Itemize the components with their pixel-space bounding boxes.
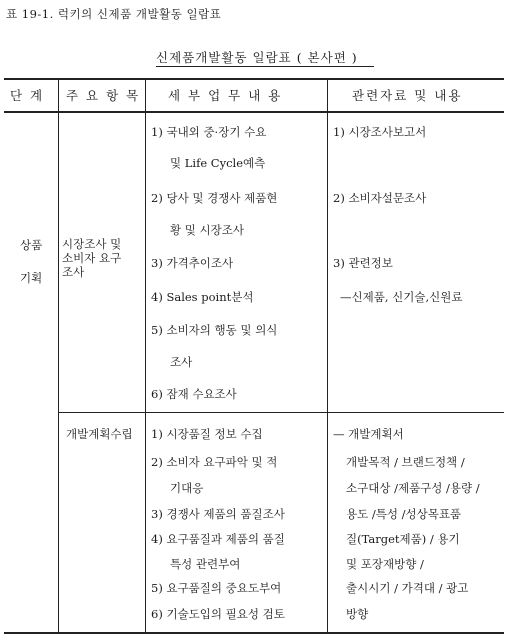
detail-line: 4) 요구품질과 제품의 품질 <box>151 532 285 546</box>
detail-line: 3) 가격추이조사 <box>151 256 234 270</box>
column-divider-2 <box>145 78 146 633</box>
related-line: 질(Target제품) / 용기 <box>346 532 460 546</box>
related-line: 출시시기 / 가격대 / 광고 <box>346 581 469 595</box>
detail-line: 4) Sales point분석 <box>151 290 254 304</box>
table-bottom-border <box>4 632 504 634</box>
detail-line: 6) 기술도입의 필요성 검토 <box>151 607 285 621</box>
detail-line: 5) 요구품질의 중요도부여 <box>151 581 282 595</box>
table-title: 신제품개발활동 일람표 ( 본사편 ) <box>156 50 358 65</box>
stage-label-line: 상품 <box>20 238 43 252</box>
header-main-item: 주 요 항 목 <box>66 88 141 103</box>
header-details: 세 부 업 무 내 용 <box>168 88 283 103</box>
detail-line: 1) 국내외 중·장기 수요 <box>151 125 267 139</box>
detail-line: 2) 당사 및 경쟁사 제품현 <box>151 191 278 205</box>
detail-line: 3) 경쟁사 제품의 품질조사 <box>151 507 285 521</box>
table-title-underline <box>156 66 374 67</box>
section-divider <box>58 412 504 413</box>
related-line: 및 포장재방향 / <box>346 557 424 571</box>
main-item-line: 조사 <box>62 265 85 279</box>
detail-line: 조사 <box>170 355 193 369</box>
table-caption: 표 19-1. 럭키의 신제품 개발활동 일람표 <box>6 7 222 21</box>
detail-line: 기대응 <box>170 481 204 495</box>
column-divider-3 <box>327 78 328 633</box>
detail-line: 황 및 시장조사 <box>170 223 244 237</box>
related-line: 1) 시장조사보고서 <box>333 125 427 139</box>
related-line: —신제품, 신기술,신원료 <box>340 290 463 304</box>
related-line: 방향 <box>346 607 369 621</box>
related-line: 3) 관련정보 <box>333 256 393 270</box>
detail-line: 2) 소비자 요구파악 및 적 <box>151 455 278 469</box>
main-item-line: 시장조사 및 <box>62 237 122 251</box>
related-line: 2) 소비자설문조사 <box>333 191 427 205</box>
header-bottom-border <box>4 111 504 113</box>
related-line: 소구대상 /제품구성 /용량 / <box>346 481 480 495</box>
detail-line: 6) 잠재 수요조사 <box>151 387 237 401</box>
main-item-line: 개발계획수립 <box>66 427 133 441</box>
column-divider-1 <box>58 78 59 633</box>
header-related: 관련자료 및 내용 <box>352 88 463 103</box>
stage-label-line: 기획 <box>20 271 43 285</box>
detail-line: 5) 소비자의 행동 및 의식 <box>151 323 278 337</box>
related-line: 개발목적 / 브랜드정책 / <box>346 455 465 469</box>
detail-line: 및 Life Cycle예측 <box>170 156 266 170</box>
detail-line: 1) 시장품질 정보 수집 <box>151 427 263 441</box>
related-line: — 개발계획서 <box>333 427 404 441</box>
detail-line: 특성 관련부여 <box>170 557 241 571</box>
header-stage: 단 계 <box>10 88 45 103</box>
main-item-line: 소비자 요구 <box>62 251 122 265</box>
related-line: 용도 /특성 /성상목표품 <box>346 507 462 521</box>
table-top-border <box>4 78 504 80</box>
